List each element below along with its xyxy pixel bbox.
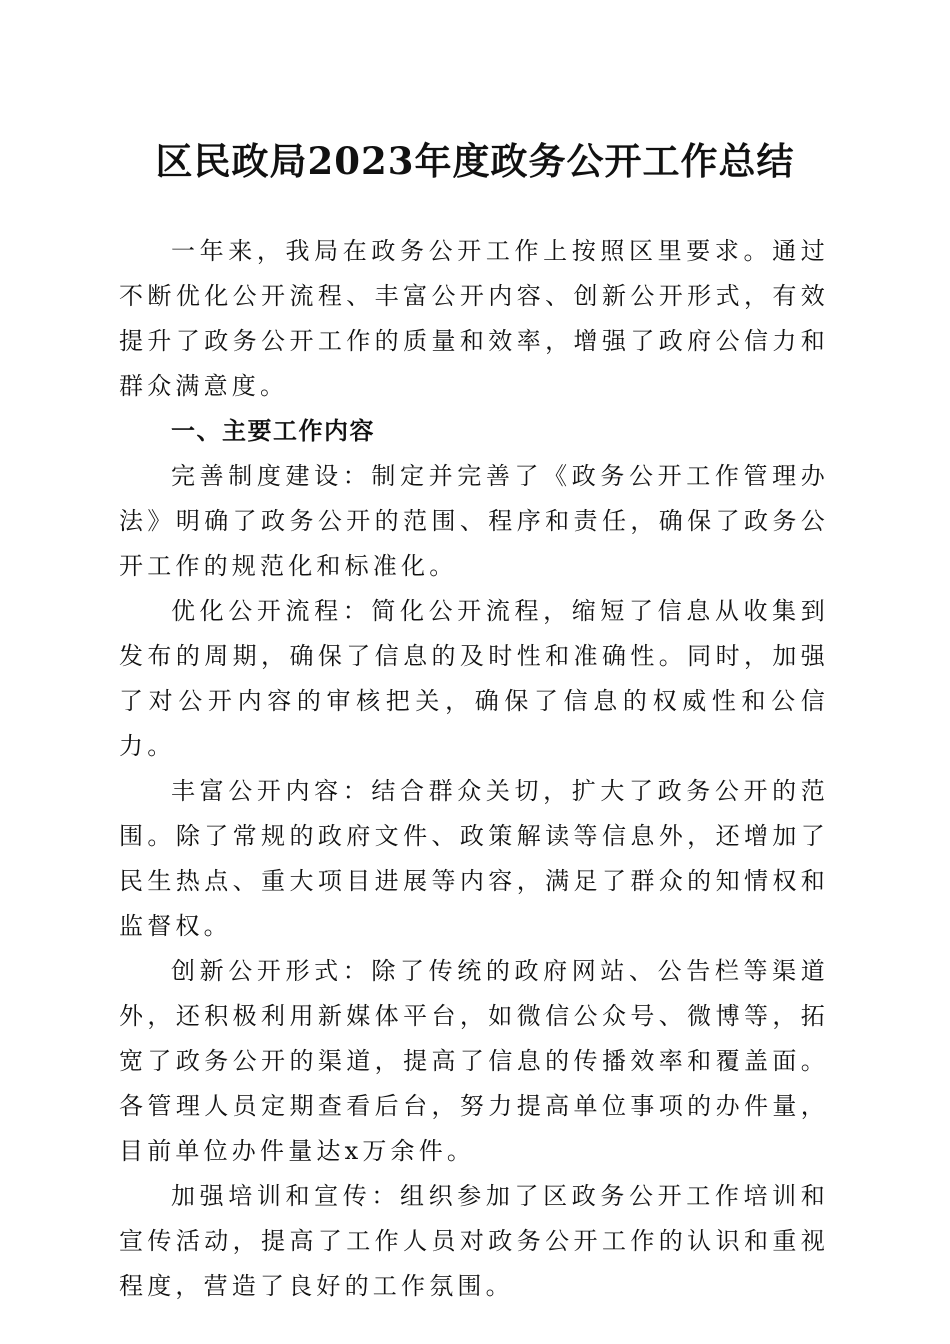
paragraph-system-building: 完善制度建设：制定并完善了《政务公开工作管理办法》明确了政务公开的范围、程序和责任，确保了政务公开工作的规范化和标准化。 — [119, 462, 829, 580]
document-body — [119, 229, 829, 1309]
document-title: 区民政局2023年度政务公开工作总结 — [155, 139, 795, 183]
paragraph-format-innovation: 创新公开形式：除了传统的政府网站、公告栏等渠道外，还积极利用新媒体平台，如微信公众号、微博等，拓宽了政务公开的渠道，提高了信息的传播效率和覆盖面。各管理人员定期查看后台，努力提高单位事项的办件量，目前单位办件量达x万余件。 — [119, 957, 829, 1165]
section-heading: 一、主要工作内容 — [171, 417, 375, 445]
paragraph-training-publicity: 加强培训和宣传：组织参加了区政务公开工作培训和宣传活动，提高了工作人员对政务公开工作的认识和重视程度，营造了良好的工作氛围。 — [119, 1182, 829, 1300]
intro-paragraph: 一年来，我局在政务公开工作上按照区里要求。通过不断优化公开流程、丰富公开内容、创新公开形式，有效提升了政务公开工作的质量和效率，增强了政府公信力和群众满意度。 — [119, 237, 829, 400]
paragraph-content-enrichment: 丰富公开内容：结合群众关切，扩大了政务公开的范围。除了常规的政府文件、政策解读等信息外，还增加了民生热点、重大项目进展等内容，满足了群众的知情权和监督权。 — [119, 777, 829, 940]
paragraph-process-optimization: 优化公开流程：简化公开流程，缩短了信息从收集到发布的周期，确保了信息的及时性和准确性。同时，加强了对公开内容的审核把关，确保了信息的权威性和公信力。 — [119, 597, 829, 760]
